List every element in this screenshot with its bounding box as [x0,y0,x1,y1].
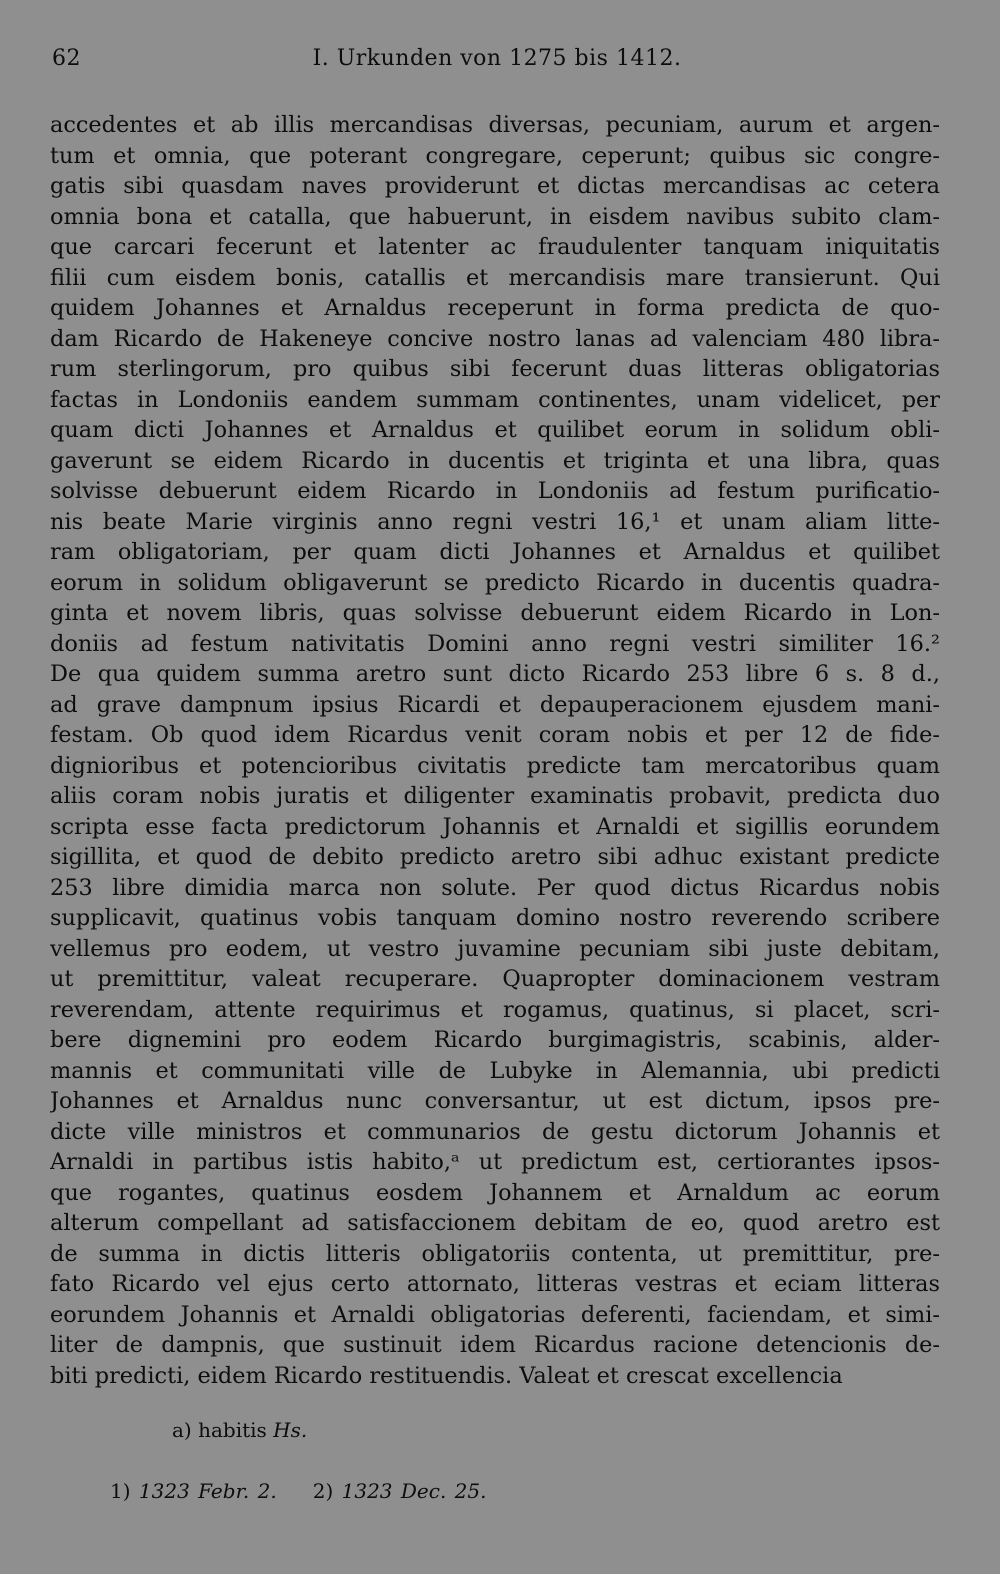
text-line: filii cum eisdem bonis, catallis et mercandisis mare transierunt. Qui [50,264,940,291]
text-line: reverendam, attente requirimus et rogamus, quatinus, si placet, scri- [50,996,940,1023]
text-line: biti predicti, eidem Ricardo restituendis. Valeat et crescat excellencia [50,1362,843,1389]
text-line: liter de dampnis, que sustinuit idem Ricardus racione detencionis de- [50,1332,940,1358]
text-line: que rogantes, quatinus eosdem Johannem et Arnaldum ac eorum [50,1179,940,1206]
footnote-1 [110,1479,277,1503]
text-line: ad grave dampnum ipsius Ricardi et depauperacionem ejusdem mani- [50,691,940,718]
text-line: tum et omnia, que poterant congregare, ceperunt; quibus sic congre- [50,142,940,169]
footnote-a-label: a) habitis [172,1418,267,1442]
footnote-2-number: 2) [312,1479,334,1503]
footnote-a [172,1418,307,1442]
text-line: aliis coram nobis juratis et diligenter examinatis probavit, predicta duo [50,783,940,809]
text-line: ut premittitur, valeat recuperare. Quapropter dominacionem vestram [50,966,940,992]
text-line: accedentes et ab illis mercandisas diversas, pecuniam, aurum et argen- [50,112,940,138]
text-line: gatis sibi quasdam naves providerunt et dictas mercandisas ac cetera [50,173,940,199]
text-line: ginta et novem libris, quas solvisse debuerunt eidem Ricardo in Lon- [50,600,940,626]
text-line: nis beate Marie virginis anno regni vestri 16,¹ et unam aliam litte- [50,508,940,535]
page-number: 62 [52,46,81,71]
text-line: 253 libre dimidia marca non solute. Per quod dictus Ricardus nobis [50,874,940,901]
text-line: alterum compellant ad satisfaccionem debitam de eo, quod aretro est [50,1210,940,1236]
text-line: quam dicti Johannes et Arnaldus et quilibet eorum in solidum obli- [50,417,940,443]
text-line: sigillita, et quod de debito predicto aretro sibi adhuc existant predicte [50,844,940,870]
text-line: de summa in dictis litteris obligatoriis contenta, ut premittitur, pre- [50,1240,940,1267]
text-line: doniis ad festum nativitatis Domini anno regni vestri similiter 16.² [50,630,940,657]
text-line: eorum in solidum obligaverunt se predicto Ricardo in ducentis quadra- [50,569,940,596]
text-line: scripta esse facta predictorum Johannis et Arnaldi et sigillis eorundem [50,813,940,840]
text-line: rum sterlingorum, pro quibus sibi fecerunt duas litteras obligatorias [50,356,940,382]
footnote-a-source: Hs. [273,1418,308,1442]
text-line: De qua quidem summa aretro sunt dicto Ricardo 253 libre 6 s. 8 d., [50,661,940,687]
footnote-2-date: 1323 Dec. 25. [341,1479,487,1503]
text-line: mannis et communitati ville de Lubyke in Alemannia, ubi predicti [50,1057,940,1084]
footnote-1-date: 1323 Febr. 2. [138,1479,277,1503]
text-line: festam. Ob quod idem Ricardus venit coram nobis et per 12 de fide- [50,722,940,748]
footnote-2 [313,1479,487,1503]
page-header [52,46,942,80]
text-line: dignioribus et potencioribus civitatis predicte tam mercatoribus quam [50,752,940,779]
text-line: bere dignemini pro eodem Ricardo burgimagistris, scabinis, alder- [50,1027,940,1053]
text-line: factas in Londoniis eandem summam continentes, unam videlicet, per [50,386,940,413]
footnote-dates [110,1479,486,1503]
running-title: I. Urkunden von 1275 bis 1412. [312,46,682,71]
text-line: quidem Johannes et Arnaldus receperunt in forma predicta de quo- [50,295,940,321]
text-line: dam Ricardo de Hakeneye concive nostro lanas ad valenciam 480 libra- [50,325,940,352]
text-line: gaverunt se eidem Ricardo in ducentis et triginta et una libra, quas [50,447,940,474]
text-line: eorundem Johannis et Arnaldi obligatorias deferenti, faciendam, et simi- [50,1301,940,1328]
footnote-1-number: 1) [110,1479,131,1503]
text-line: supplicavit, quatinus vobis tanquam domino nostro reverendo scribere [50,905,940,931]
body-text [50,110,940,1391]
text-line: Arnaldi in partibus istis habito,ᵃ ut predictum est, certiorantes ipsos- [50,1149,940,1175]
text-line: omnia bona et catalla, que habuerunt, in eisdem navibus subito clam- [50,203,940,230]
text-line: solvisse debuerunt eidem Ricardo in Londoniis ad festum purificatio- [50,478,940,504]
text-line: ram obligatoriam, per quam dicti Johannes et Arnaldus et quilibet [50,539,940,565]
text-line: que carcari fecerunt et latenter ac fraudulenter tanquam iniquitatis [50,234,940,260]
text-line: vellemus pro eodem, ut vestro juvamine pecuniam sibi juste debitam, [50,935,940,962]
text-line: fato Ricardo vel ejus certo attornato, litteras vestras et eciam litteras [50,1271,940,1297]
text-line: dicte ville ministros et communarios de gestu dictorum Johannis et [50,1118,940,1145]
text-line: Johannes et Arnaldus nunc conversantur, ut est dictum, ipsos pre- [50,1088,940,1114]
